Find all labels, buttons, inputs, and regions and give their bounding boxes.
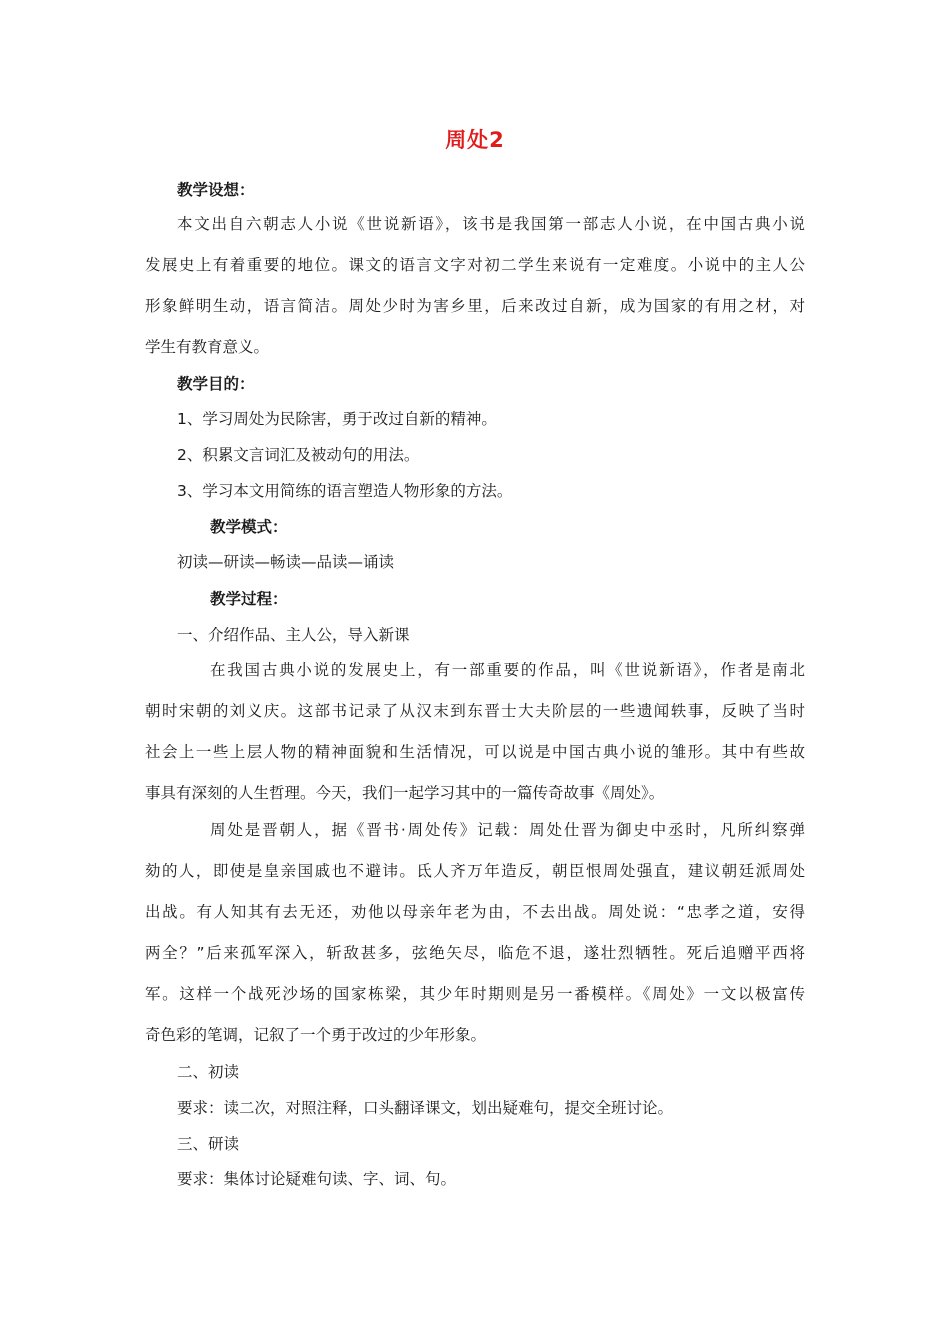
section2-heading: 二、初读 (177, 1063, 240, 1081)
process-heading: 教学过程： (210, 590, 288, 608)
section2-text: 要求：读二次，对照注释，口头翻译课文，划出疑难句，提交全班讨论。 (177, 1099, 674, 1117)
goal-item: 1、学习周处为民除害，勇于改过自新的精神。 (177, 410, 497, 428)
para1-line-2: 朝时宋朝的刘义庆。这部书记录了从汉末到东晋士大夫阶层的一些遗闻轶事，反映了当时 (145, 702, 805, 720)
para2-line-1: 周处是晋朝人，据《晋书·周处传》记载：周处仕晋为御史中丞时，凡所纠察弹 (210, 821, 805, 839)
design-line-1: 本文出自六朝志人小说《世说新语》，该书是我国第一部志人小说，在中国古典小说 (177, 215, 805, 233)
mode-text: 初读—研读—畅读—品读—诵读 (177, 553, 395, 571)
para2-line-6: 奇色彩的笔调，记叙了一个勇于改过的少年形象。 (145, 1026, 487, 1044)
section3-heading: 三、研读 (177, 1135, 240, 1153)
goals-heading: 教学目的： (177, 375, 255, 393)
para1-line-4: 事具有深刻的人生哲理。今天，我们一起学习其中的一篇传奇故事《周处》。 (145, 784, 665, 802)
design-line-3: 形象鲜明生动，语言简洁。周处少时为害乡里，后来改过自新，成为国家的有用之材，对 (145, 297, 805, 315)
para2-line-4: 两全？”后来孤军深入，斩敌甚多，弦绝矢尽，临危不退，遂壮烈牺牲。死后追赠平西将 (145, 944, 805, 962)
para2-line-5: 军。这样一个战死沙场的国家栋梁，其少年时期则是另一番模样。《周处》一文以极富传 (145, 985, 805, 1003)
design-line-4: 学生有教育意义。 (145, 338, 270, 356)
goal-item: 3、学习本文用简练的语言塑造人物形象的方法。 (177, 482, 513, 500)
section3-text: 要求：集体讨论疑难句读、字、词、句。 (177, 1170, 457, 1188)
para2-line-2: 劾的人，即使是皇亲国戚也不避讳。氐人齐万年造反，朝臣恨周处强直，建议朝廷派周处 (145, 862, 805, 880)
para1-line-1: 在我国古典小说的发展史上，有一部重要的作品，叫《世说新语》，作者是南北 (210, 661, 805, 679)
design-line-2: 发展史上有着重要的地位。课文的语言文字对初二学生来说有一定难度。小说中的主人公 (145, 256, 805, 274)
design-heading: 教学设想： (177, 181, 255, 199)
mode-heading: 教学模式： (210, 518, 288, 536)
para2-line-3: 出战。有人知其有去无还，劝他以母亲年老为由，不去出战。周处说：“忠孝之道，安得 (145, 903, 805, 921)
para1-line-3: 社会上一些上层人物的精神面貌和生活情况，可以说是中国古典小说的雏形。其中有些故 (145, 743, 805, 761)
section1-heading: 一、介绍作品、主人公，导入新课 (177, 626, 410, 644)
document-title: 周处2 (445, 128, 505, 152)
goal-item: 2、积累文言词汇及被动句的用法。 (177, 446, 420, 464)
